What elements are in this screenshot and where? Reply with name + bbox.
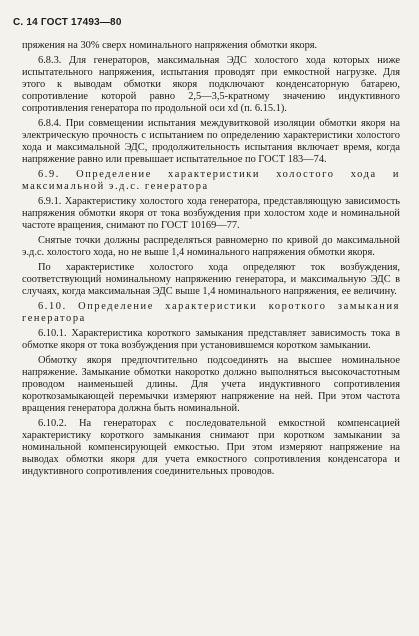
- paragraph-points: Снятые точки должны распределяться равномерно по кривой до максимальной э.д.с. холостого хода, но не выше 1,4 номинального напряжения обмотки якоря.: [22, 235, 400, 258]
- paragraph-6-8-4: 6.8.4. При совмещении испытания междувитковой изоляции обмотки якоря на электрическую прочность с испытанием по определению характеристики холостого хода и максимальной ЭДС, продолжительность испытания включает время, когда напряжение равно или превышает испытательное по ГОСТ 183—74.: [22, 118, 400, 165]
- section-heading-6-9: 6.9. Определение характеристики холостого хода и максимальной э.д.с. генератора: [22, 168, 400, 192]
- paragraph-winding: Обмотку якоря предпочтительно подсоединять на высшее номинальное напряжение. Замыкание обмотки накоротко должно выполняться высокочастотным проводом наименьшей длины. Для учета индуктивного сопротивления короткозамыкающей перемычки измеряют напряжение на ней. При этом частота вращения генератора должна быть номинальной.: [22, 355, 400, 415]
- paragraph-6-9-1: 6.9.1. Характеристику холостого хода генератора, представляющую зависимость напряжения обмотки якоря от тока возбуждения при холостом ходе и номинальной частоте вращения, снимают по ГОСТ 10169—77.: [22, 196, 400, 231]
- paragraph-characteristic: По характеристике холостого хода определяют ток возбуждения, соответствующий номинальному напряжению генератора, и максимальную ЭДС в случаях, когда максимальная ЭДС выше 1,4 номинального напряжения, ее величину.: [22, 262, 400, 297]
- paragraph-continuation: пряжения на 30% сверх номинального напряжения обмотки якоря.: [22, 40, 318, 51]
- section-heading-6-10: 6.10. Определение характеристики короткого замыкания генератора: [22, 301, 400, 325]
- page-header: С. 14 ГОСТ 17493—80: [13, 17, 122, 28]
- paragraph-6-10-2: 6.10.2. На генераторах с последовательной емкостной компенсацией характеристику короткого замыкания снимают при коротком замыкании за номинальной компенсирующей емкостью. При этом измеряют напряжение на выводах обмотки якоря для учета емкостного сопротивления конденсатора и индуктивного сопротивления соединительных проводов.: [22, 418, 400, 477]
- paragraph-6-10-1: 6.10.1. Характеристика короткого замыкания представляет зависимость тока в обмотке якоря от тока возбуждения при установившемся коротком замыкании.: [22, 328, 400, 352]
- paragraph-6-8-3: 6.8.3. Для генераторов, максимальная ЭДС холостого хода которых ниже испытательного напряжения, испытания проводят при емкостной нагрузке. Для этого к выводам обмотки якоря подключают конденсаторную батарею, сопротивление которой равно 2,5—3,5-кратному значению индуктивного сопротивления генератора по продольной оси xd (п. 6.15.1).: [22, 55, 400, 114]
- document-body: [22, 40, 400, 481]
